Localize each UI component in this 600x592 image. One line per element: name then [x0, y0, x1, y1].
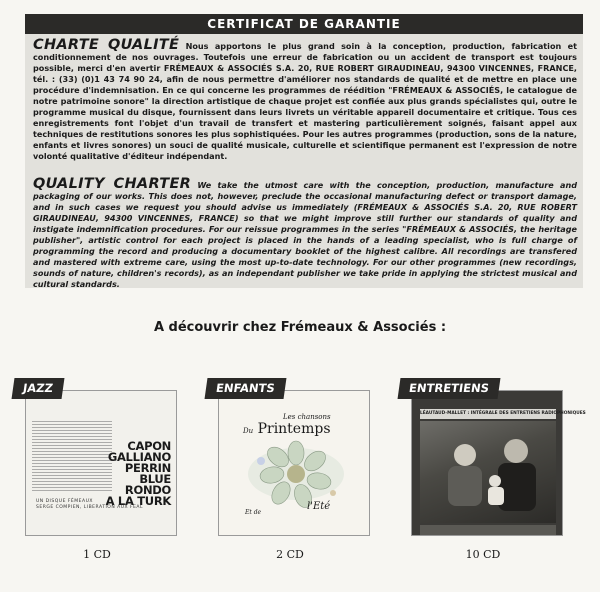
cover-name: PERRIN	[124, 461, 171, 475]
charte-qualite-paragraph	[33, 37, 577, 162]
certificate-title: CERTIFICAT DE GARANTIE	[207, 17, 401, 31]
quality-charter-paragraph	[33, 176, 578, 290]
cover-name: RONDO	[124, 483, 171, 497]
quality-charter-heading: QUALITY CHARTER	[33, 176, 192, 192]
cover-title	[243, 421, 331, 437]
album-card-jazz[interactable]	[13, 378, 181, 566]
cover-name: CAPON	[127, 439, 171, 453]
album-count-entretiens: 10 CD	[465, 548, 501, 561]
cover-artist-names	[106, 441, 171, 507]
category-tag-entretiens: ENTRETIENS	[398, 378, 501, 399]
portrait-photo	[420, 421, 556, 523]
album-cover-jazz[interactable]	[25, 390, 177, 536]
charte-qualite-text: Nous apportons le plus grand soin à la conception, production, fabrication et conditionnement de nos ouvrages. Toutefois une erreur de fabrication ou un accident de transport est toujours possible, merci d'en avertir FRÉMEAUX & ASSOCIÉS S.A. 20, RUE ROBERT GIRAUDINEAU, 94300 VINCENNES, FRANCE, tél. : (33) (0)1 43 74 90 24, afin de nous permettre d'améliorer nos standards de qualité et de mettre en place une procédure d'indemnisation. En ce qui concerne les programmes de réédition "FRÉMEAUX & ASSOCIÉS, le catalogue de notre patrimoine sonore" la direction artistique de chaque projet est confiée aux plus grands spécialistes qui, outre le programme musical du disque, fournissent dans leurs livrets un véritable appareil documentaire et critique. Tous ces enregistrements font l'objet d'un travail de transfert et mastering particulièrement soignés, faisant appel aux techniques de restitutions sonores les plus sophistiquées. Pour les autres programmes (production, sons de la nature, enfants et livres sonores) un souci de qualité musicale, culturelle et scientifique permanent est l'expression de notre volonté qualitative d'éditeur indépendant.	[33, 41, 577, 161]
flower-illustration	[241, 441, 351, 507]
cover-name: BLUE	[139, 472, 171, 486]
album-card-entretiens[interactable]	[399, 378, 586, 566]
album-count-jazz: 1 CD	[83, 548, 111, 561]
category-tag-jazz: JAZZ	[12, 378, 65, 399]
cover-title-du: Du	[243, 427, 254, 435]
discover-heading: A découvrir chez Frémeaux & Associés :	[153, 320, 447, 335]
cover-photo	[420, 421, 556, 523]
album-cover-enfants[interactable]	[218, 390, 370, 536]
cover-subtitle: Les chansons	[283, 413, 331, 421]
album-count-enfants: 2 CD	[276, 548, 304, 561]
cover-footer	[36, 499, 148, 511]
cover-band-title: LÉAUTAUD-MALLET : INTÉGRALE DES ENTRETIENS RADIOPHONIQUES	[420, 409, 556, 419]
cover-footer-line: SERGE COMPIEN, LIBERATION AUX FEAL	[36, 505, 144, 510]
cover-footer-band	[420, 525, 556, 535]
cover-name: A LA TURK	[105, 494, 171, 508]
cover-liner-text	[32, 419, 112, 493]
album-cover-entretiens[interactable]	[411, 390, 586, 536]
cover-right-text: l'Eté	[307, 501, 331, 512]
charte-qualite-heading: CHARTE QUALITÉ	[33, 37, 180, 53]
cover-left-text: Et de	[245, 509, 262, 516]
certificate-banner	[25, 14, 583, 34]
quality-charter-text: We take the utmost care with the conception, production, manufacture and packaging of our works. This does not, however, preclude the occasional manufacturing defect or transport damage, and in such cases we request you should advise us immediately (FRÉMEAUX & ASSOCIÉS S.A. 20, RUE ROBERT GIRAUDINEAU, 94300 VINCENNES, FRANCE) so that we might improve still further our standards of quality and instigate indemnification procedures. For our reissue programmes in the series "FRÉMEAUX & ASSOCIÉS, the heritage publisher", artistic control for each project is placed in the hands of a leading specialist, who is full charge of programming the record and producing a documentary booklet of the highest calibre. All recordings are transfered and mastered with extreme care, using the most up-to-date technology. For our other programmes (new recordings, sounds of nature, children's records), as an independant publisher we take pride in applying the strictest musical and cultural standards.	[33, 180, 578, 289]
category-tag-enfants: ENFANTS	[205, 378, 287, 399]
guarantee-certificate	[25, 14, 583, 288]
cover-name: GALLIANO	[107, 450, 171, 464]
cover-footer-line: UN DISQUE FÉMEAUX	[36, 499, 93, 504]
album-card-enfants[interactable]	[206, 378, 374, 566]
cover-title-main: Printemps	[257, 421, 331, 437]
